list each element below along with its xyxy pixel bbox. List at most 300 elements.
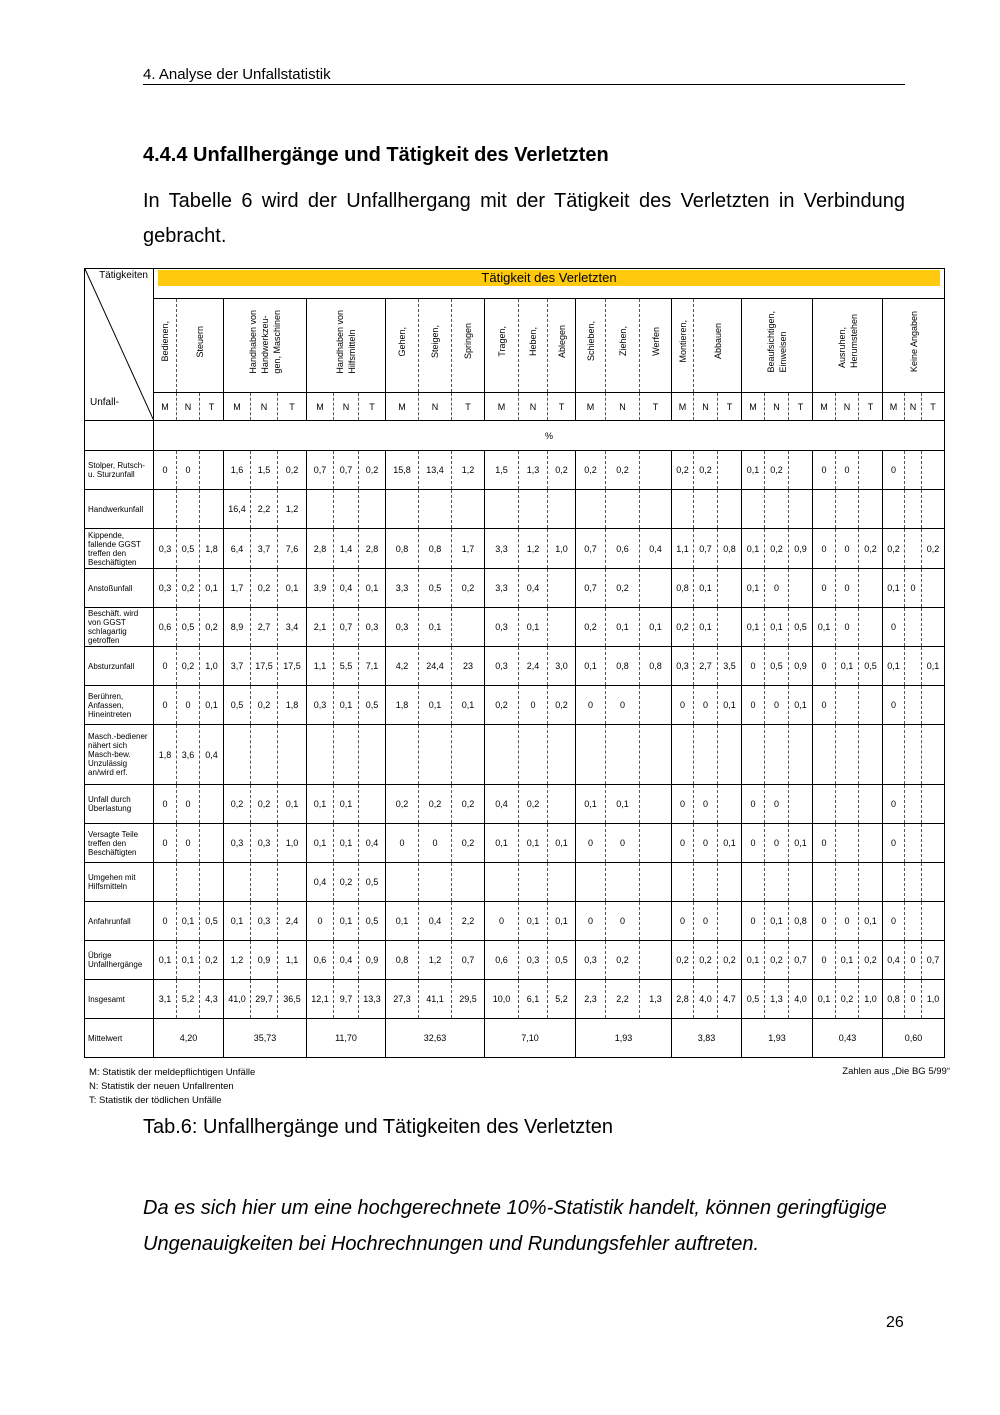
corner-cell bbox=[85, 269, 154, 421]
table-cell: 0,1 bbox=[519, 902, 548, 941]
table-row bbox=[85, 608, 945, 647]
table-cell bbox=[200, 863, 224, 902]
table-cell: 4,3 bbox=[200, 980, 224, 1019]
row-label: Berühren, Anfassen, Hineintreten bbox=[85, 686, 154, 725]
table-cell: 0 bbox=[386, 824, 419, 863]
table-cell: 0,7 bbox=[694, 529, 718, 569]
table-cell: 0,2 bbox=[359, 451, 386, 490]
table-cell bbox=[859, 608, 883, 647]
table-cell: 2,8 bbox=[672, 980, 694, 1019]
table-cell: 0 bbox=[883, 785, 905, 824]
table-cell: 5,2 bbox=[177, 980, 200, 1019]
mnt-row bbox=[85, 393, 945, 421]
table-cell: 13,4 bbox=[419, 451, 452, 490]
table-cell: 3,0 bbox=[548, 647, 576, 686]
table-cell bbox=[672, 863, 694, 902]
table-cell: 10,0 bbox=[485, 980, 519, 1019]
table-cell: 0 bbox=[883, 451, 905, 490]
table-cell: 3,4 bbox=[278, 608, 307, 647]
table-cell: 0,1 bbox=[386, 902, 419, 941]
table-cell: 3,7 bbox=[251, 529, 278, 569]
table-cell bbox=[813, 863, 836, 902]
table-cell: 0 bbox=[576, 824, 606, 863]
table-cell: 0,2 bbox=[386, 785, 419, 824]
table-cell bbox=[742, 863, 765, 902]
table-cell: 0 bbox=[576, 686, 606, 725]
table-cell: 0,1 bbox=[606, 608, 640, 647]
table-cell: 0 bbox=[813, 529, 836, 569]
table-cell bbox=[922, 490, 945, 529]
mnt-header: N bbox=[606, 393, 640, 421]
mnt-header: N bbox=[694, 393, 718, 421]
table-cell: 0,1 bbox=[154, 941, 177, 980]
row-label: Masch.-bediener nähert sich Masch-bew. Unzulässig an/wird erf. bbox=[85, 725, 154, 785]
mnt-header: M bbox=[485, 393, 519, 421]
table-cell: 0,2 bbox=[485, 686, 519, 725]
table-cell: 0,1 bbox=[278, 785, 307, 824]
table-cell bbox=[859, 785, 883, 824]
table-cell: 0 bbox=[883, 686, 905, 725]
table-cell: 0,2 bbox=[251, 785, 278, 824]
table-cell: 0,2 bbox=[694, 941, 718, 980]
mnt-header: T bbox=[640, 393, 672, 421]
table-cell: 0 bbox=[813, 647, 836, 686]
table-cell bbox=[694, 490, 718, 529]
table-cell: 0,1 bbox=[883, 569, 905, 608]
table-cell: 3,3 bbox=[386, 569, 419, 608]
running-head: 4. Analyse der Unfallstatistik bbox=[143, 66, 905, 85]
activity-header bbox=[548, 299, 576, 393]
banner-cell bbox=[154, 269, 945, 299]
table-cell bbox=[905, 863, 922, 902]
table-cell: 0,8 bbox=[386, 941, 419, 980]
table-cell: 0,2 bbox=[672, 608, 694, 647]
activity-label: Keine Angaben bbox=[908, 310, 919, 373]
table-cell: 0 bbox=[154, 824, 177, 863]
table-cell bbox=[154, 863, 177, 902]
table-cell bbox=[742, 490, 765, 529]
table-cell: 2,4 bbox=[278, 902, 307, 941]
table-cell bbox=[519, 725, 548, 785]
table-cell: 0,8 bbox=[640, 647, 672, 686]
table-cell: 0,3 bbox=[485, 608, 519, 647]
table-cell: 0 bbox=[606, 902, 640, 941]
mnt-header: T bbox=[359, 393, 386, 421]
table-cell: 0 bbox=[742, 686, 765, 725]
table-cell: 4,2 bbox=[386, 647, 419, 686]
table-cell bbox=[883, 490, 905, 529]
table-cell bbox=[519, 863, 548, 902]
mnt-header: T bbox=[452, 393, 485, 421]
table-cell: 0 bbox=[883, 902, 905, 941]
unit-row-label bbox=[85, 421, 154, 451]
table-cell: 0,2 bbox=[452, 569, 485, 608]
table-cell: 0 bbox=[836, 569, 859, 608]
mnt-header: N bbox=[519, 393, 548, 421]
table-cell: 0,8 bbox=[606, 647, 640, 686]
table-cell bbox=[718, 725, 742, 785]
activity-label: Steuern bbox=[195, 325, 205, 358]
table-cell: 0,1 bbox=[307, 824, 334, 863]
table-cell bbox=[905, 608, 922, 647]
table-cell: 0,2 bbox=[672, 451, 694, 490]
table-row bbox=[85, 980, 945, 1019]
table-cell bbox=[359, 725, 386, 785]
table-cell: 4,0 bbox=[789, 980, 813, 1019]
table-cell bbox=[789, 451, 813, 490]
table-cell bbox=[307, 490, 334, 529]
table-row bbox=[85, 725, 945, 785]
table-cell: 0,8 bbox=[883, 980, 905, 1019]
activity-label: Bedienen, bbox=[160, 321, 170, 362]
table-cell bbox=[765, 863, 789, 902]
table-row bbox=[85, 941, 945, 980]
table-cell: 0,2 bbox=[519, 785, 548, 824]
table-cell: 1,2 bbox=[224, 941, 251, 980]
table-cell: 0 bbox=[813, 569, 836, 608]
table-cell: 0,1 bbox=[359, 569, 386, 608]
table-cell: 0 bbox=[813, 941, 836, 980]
table-cell: 0,1 bbox=[485, 824, 519, 863]
table-cell: 0,5 bbox=[765, 647, 789, 686]
table-cell bbox=[836, 725, 859, 785]
activity-header bbox=[813, 299, 883, 393]
table-cell bbox=[836, 863, 859, 902]
table-cell bbox=[922, 608, 945, 647]
table-cell bbox=[789, 490, 813, 529]
mittelwert-cell: 0,60 bbox=[883, 1019, 945, 1058]
table-cell: 0,5 bbox=[224, 686, 251, 725]
table-cell: 0,4 bbox=[359, 824, 386, 863]
table-cell: 0 bbox=[742, 785, 765, 824]
table-cell: 0,2 bbox=[765, 529, 789, 569]
table-cell: 6,4 bbox=[224, 529, 251, 569]
table-cell: 0 bbox=[154, 451, 177, 490]
table-cell: 0,5 bbox=[177, 529, 200, 569]
table-cell bbox=[883, 725, 905, 785]
table-cell: 0,4 bbox=[519, 569, 548, 608]
table-cell: 0,1 bbox=[519, 608, 548, 647]
table-cell: 0,7 bbox=[334, 451, 359, 490]
table-cell: 1,2 bbox=[519, 529, 548, 569]
table-cell: 0,2 bbox=[765, 451, 789, 490]
table-cell bbox=[836, 490, 859, 529]
table-cell: 0 bbox=[177, 451, 200, 490]
activity-label: Beaufsichtigen, Einweisen bbox=[766, 310, 788, 373]
activity-header bbox=[307, 299, 386, 393]
row-label: Versagte Teile treffen den Beschäftigten bbox=[85, 824, 154, 863]
table-cell: 0,1 bbox=[334, 785, 359, 824]
table-cell bbox=[386, 863, 419, 902]
table-cell: 2,4 bbox=[519, 647, 548, 686]
table-cell bbox=[718, 490, 742, 529]
row-label: Beschäft. wird von GGST schlagartig getroffen bbox=[85, 608, 154, 647]
table-cell: 0,2 bbox=[606, 569, 640, 608]
table-cell bbox=[640, 451, 672, 490]
table-cell bbox=[922, 902, 945, 941]
table-cell bbox=[278, 725, 307, 785]
table-cell: 0 bbox=[576, 902, 606, 941]
mittelwert-cell: 7,10 bbox=[485, 1019, 576, 1058]
table-cell: 0,9 bbox=[789, 529, 813, 569]
table-cell: 0,2 bbox=[278, 451, 307, 490]
table-cell bbox=[813, 725, 836, 785]
row-label: Anstoßunfall bbox=[85, 569, 154, 608]
table-row bbox=[85, 529, 945, 569]
table-cell: 15,8 bbox=[386, 451, 419, 490]
table-cell: 0,1 bbox=[640, 608, 672, 647]
activity-header bbox=[154, 299, 177, 393]
table-cell bbox=[718, 902, 742, 941]
table-cell: 17,5 bbox=[251, 647, 278, 686]
table-cell bbox=[922, 725, 945, 785]
table-cell: 0,3 bbox=[485, 647, 519, 686]
table-cell: 0,4 bbox=[485, 785, 519, 824]
table-cell bbox=[640, 863, 672, 902]
table-cell: 0,1 bbox=[765, 608, 789, 647]
table-cell: 0 bbox=[765, 686, 789, 725]
table-cell bbox=[452, 725, 485, 785]
table-cell bbox=[200, 451, 224, 490]
table-cell: 0,1 bbox=[883, 647, 905, 686]
legend-t: T: Statistik der tödlichen Unfälle bbox=[89, 1095, 222, 1106]
table-cell: 7,6 bbox=[278, 529, 307, 569]
table-cell bbox=[859, 569, 883, 608]
table-cell bbox=[640, 902, 672, 941]
table-cell: 17,5 bbox=[278, 647, 307, 686]
table-cell: 1,0 bbox=[278, 824, 307, 863]
mnt-header: M bbox=[386, 393, 419, 421]
table-cell: 41,1 bbox=[419, 980, 452, 1019]
table-cell bbox=[922, 686, 945, 725]
activity-header bbox=[576, 299, 606, 393]
activity-header bbox=[485, 299, 519, 393]
table-cell: 0,2 bbox=[765, 941, 789, 980]
table-cell: 0 bbox=[813, 824, 836, 863]
table-cell: 0,8 bbox=[718, 529, 742, 569]
table-cell: 0 bbox=[154, 785, 177, 824]
table-cell: 0,2 bbox=[334, 863, 359, 902]
activity-header bbox=[224, 299, 307, 393]
activity-label: Ausruhen, Herumstehen bbox=[836, 314, 859, 369]
table-cell bbox=[718, 863, 742, 902]
table-cell bbox=[576, 863, 606, 902]
table-cell: 0,3 bbox=[251, 824, 278, 863]
table-cell bbox=[859, 863, 883, 902]
corner-label-top: Tätigkeiten bbox=[99, 270, 148, 281]
table-cell: 0 bbox=[154, 686, 177, 725]
table-cell bbox=[905, 686, 922, 725]
table-cell bbox=[640, 686, 672, 725]
table-row bbox=[85, 902, 945, 941]
table-cell: 0,1 bbox=[742, 608, 765, 647]
table-cell: 0 bbox=[519, 686, 548, 725]
table-cell: 0,1 bbox=[718, 824, 742, 863]
table-cell bbox=[548, 608, 576, 647]
table-cell bbox=[251, 725, 278, 785]
mittelwert-cell: 32,63 bbox=[386, 1019, 485, 1058]
table-cell: 0,8 bbox=[672, 569, 694, 608]
activity-label: Ablegen bbox=[556, 324, 567, 359]
table-cell: 0,6 bbox=[154, 608, 177, 647]
table-cell: 0,1 bbox=[718, 686, 742, 725]
row-label: Unfall durch Überlastung bbox=[85, 785, 154, 824]
table-row bbox=[85, 647, 945, 686]
mittelwert-cell: 11,70 bbox=[307, 1019, 386, 1058]
table-cell: 1,2 bbox=[278, 490, 307, 529]
table-cell bbox=[922, 824, 945, 863]
table-cell: 1,3 bbox=[640, 980, 672, 1019]
table-cell: 3,1 bbox=[154, 980, 177, 1019]
table-cell: 0,4 bbox=[200, 725, 224, 785]
table-cell bbox=[606, 725, 640, 785]
table-cell: 0,5 bbox=[548, 941, 576, 980]
table-cell: 0 bbox=[672, 902, 694, 941]
mnt-header: M bbox=[813, 393, 836, 421]
table-cell bbox=[334, 490, 359, 529]
table-caption: Tab.6: Unfallhergänge und Tätigkeiten des Verletzten bbox=[143, 1116, 613, 1138]
table-cell: 0,2 bbox=[859, 941, 883, 980]
table-cell: 0,8 bbox=[386, 529, 419, 569]
table-cell: 0,5 bbox=[859, 647, 883, 686]
table-cell bbox=[905, 902, 922, 941]
table-cell bbox=[640, 725, 672, 785]
table-cell: 4,7 bbox=[718, 980, 742, 1019]
table-cell bbox=[859, 725, 883, 785]
row-label: Stolper, Rutsch- u. Sturzunfall bbox=[85, 451, 154, 490]
table-cell: 29,5 bbox=[452, 980, 485, 1019]
table-cell: 1,8 bbox=[200, 529, 224, 569]
row-label: Umgehen mit Hilfsmitteln bbox=[85, 863, 154, 902]
table-cell: 5,5 bbox=[334, 647, 359, 686]
table-cell: 0,1 bbox=[813, 608, 836, 647]
table-cell: 0,1 bbox=[606, 785, 640, 824]
table-cell: 0 bbox=[694, 902, 718, 941]
table-cell: 1,0 bbox=[922, 980, 945, 1019]
table-cell: 0,4 bbox=[883, 941, 905, 980]
table-cell: 0,5 bbox=[742, 980, 765, 1019]
table-cell bbox=[576, 725, 606, 785]
table-cell: 0,2 bbox=[177, 569, 200, 608]
table-cell: 0,1 bbox=[334, 824, 359, 863]
mittelwert-cell: 4,20 bbox=[154, 1019, 224, 1058]
table-cell bbox=[224, 863, 251, 902]
table-cell bbox=[836, 824, 859, 863]
table-cell: 0,1 bbox=[519, 824, 548, 863]
table-cell bbox=[548, 785, 576, 824]
accuracy-note: Da es sich hier um eine hochgerechnete 10%-Statistik handelt, können geringfügige Ungenauigkeiten bei Hochrechnungen und Rundungsfehler auftreten. bbox=[143, 1197, 887, 1255]
table-cell bbox=[905, 451, 922, 490]
table-cell: 0,2 bbox=[200, 608, 224, 647]
table-cell bbox=[548, 863, 576, 902]
table-cell bbox=[419, 863, 452, 902]
table-cell bbox=[200, 490, 224, 529]
table-cell: 0 bbox=[606, 824, 640, 863]
table-cell: 3,7 bbox=[224, 647, 251, 686]
table-cell: 0,1 bbox=[548, 902, 576, 941]
table-cell: 0,2 bbox=[576, 608, 606, 647]
table-cell bbox=[452, 608, 485, 647]
mnt-header: T bbox=[922, 393, 945, 421]
table-cell bbox=[765, 725, 789, 785]
table-cell: 0,2 bbox=[548, 686, 576, 725]
table-cell: 0 bbox=[694, 824, 718, 863]
table-cell: 0 bbox=[883, 824, 905, 863]
table-cell: 0,2 bbox=[576, 451, 606, 490]
table-cell: 12,1 bbox=[307, 980, 334, 1019]
table-cell bbox=[307, 725, 334, 785]
table-cell: 2,2 bbox=[251, 490, 278, 529]
mnt-header: T bbox=[200, 393, 224, 421]
table-cell bbox=[922, 863, 945, 902]
table-cell: 3,3 bbox=[485, 569, 519, 608]
table-cell: 0,5 bbox=[419, 569, 452, 608]
table-cell: 0,1 bbox=[576, 785, 606, 824]
mnt-header: T bbox=[278, 393, 307, 421]
unit-row bbox=[85, 421, 945, 451]
table-cell: 0 bbox=[813, 451, 836, 490]
activity-header bbox=[419, 299, 452, 393]
table-cell: 1,3 bbox=[765, 980, 789, 1019]
table-cell: 0,5 bbox=[359, 863, 386, 902]
mnt-header: N bbox=[905, 393, 922, 421]
mnt-header: T bbox=[548, 393, 576, 421]
table-cell bbox=[922, 451, 945, 490]
accident-activity-table-wrap bbox=[84, 268, 945, 1058]
table-cell: 1,1 bbox=[672, 529, 694, 569]
table-cell: 0,3 bbox=[359, 608, 386, 647]
table-cell: 3,6 bbox=[177, 725, 200, 785]
table-cell: 0,2 bbox=[224, 785, 251, 824]
table-row bbox=[85, 569, 945, 608]
table-cell: 0 bbox=[694, 686, 718, 725]
table-cell bbox=[836, 686, 859, 725]
table-cell: 0,5 bbox=[177, 608, 200, 647]
table-cell bbox=[606, 490, 640, 529]
table-cell bbox=[386, 490, 419, 529]
activity-label: Steigen, bbox=[430, 324, 440, 359]
page-number: 26 bbox=[886, 1314, 904, 1331]
activity-header bbox=[386, 299, 419, 393]
mittelwert-cell: 3,83 bbox=[672, 1019, 742, 1058]
table-cell bbox=[640, 569, 672, 608]
table-cell: 0 bbox=[672, 824, 694, 863]
table-cell: 0,2 bbox=[694, 451, 718, 490]
table-cell bbox=[224, 725, 251, 785]
table-cell: 5,2 bbox=[548, 980, 576, 1019]
activity-header bbox=[640, 299, 672, 393]
mnt-header: T bbox=[789, 393, 813, 421]
table-cell: 0 bbox=[694, 785, 718, 824]
mnt-header: M bbox=[576, 393, 606, 421]
table-cell bbox=[905, 647, 922, 686]
table-cell: 1,3 bbox=[519, 451, 548, 490]
table-cell bbox=[922, 569, 945, 608]
table-cell bbox=[548, 725, 576, 785]
table-cell: 0,1 bbox=[694, 608, 718, 647]
table-cell: 3,3 bbox=[485, 529, 519, 569]
table-cell bbox=[694, 725, 718, 785]
table-cell: 2,7 bbox=[694, 647, 718, 686]
table-cell: 0 bbox=[742, 647, 765, 686]
table-cell: 0,4 bbox=[307, 863, 334, 902]
table-cell bbox=[883, 863, 905, 902]
table-cell: 1,1 bbox=[307, 647, 334, 686]
mnt-header: N bbox=[334, 393, 359, 421]
table-cell: 0 bbox=[813, 686, 836, 725]
table-cell: 0 bbox=[154, 902, 177, 941]
table-cell bbox=[742, 725, 765, 785]
